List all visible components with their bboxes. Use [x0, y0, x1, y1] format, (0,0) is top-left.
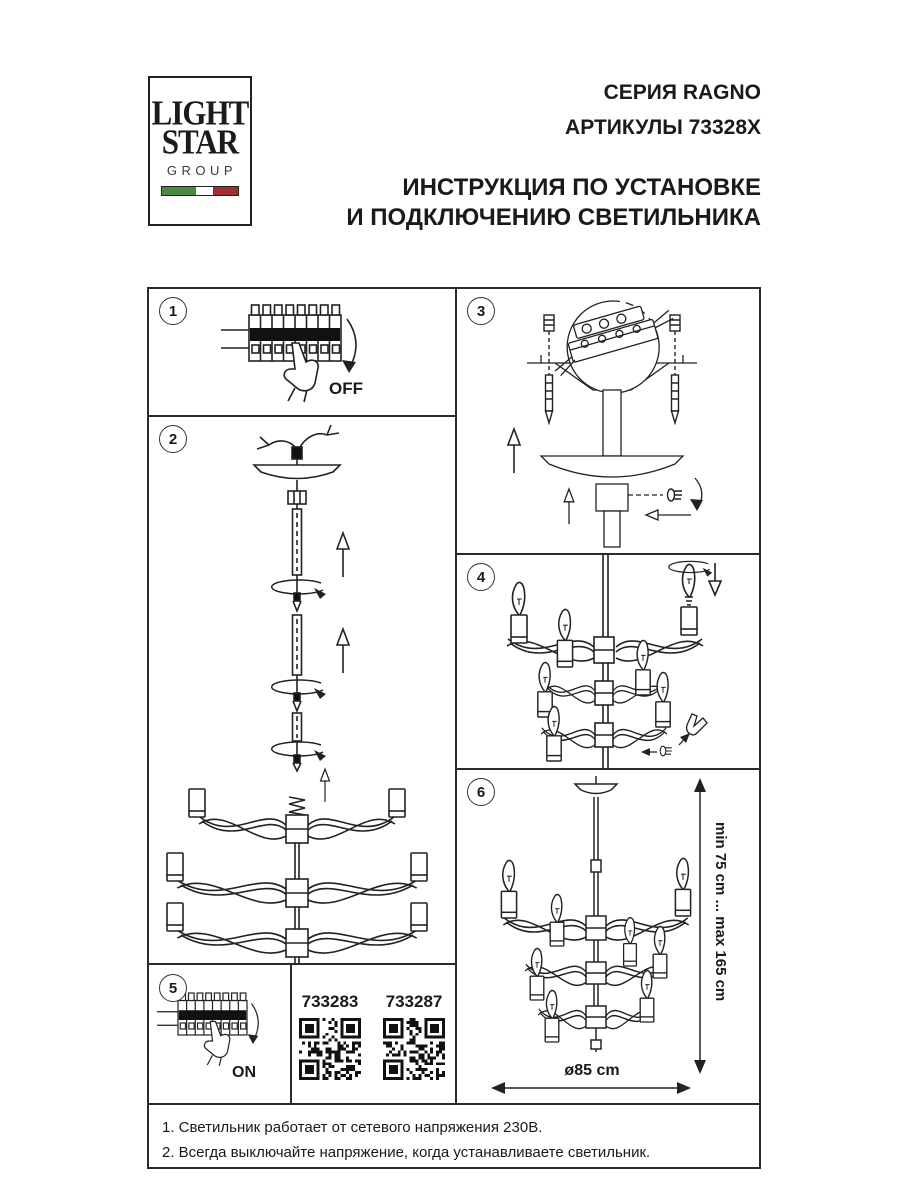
- article-label-left: 733283: [301, 992, 359, 1011]
- height-dimension-line: [694, 778, 706, 1074]
- qr-panel: [292, 966, 455, 1104]
- brand-logo: [148, 76, 252, 226]
- rod-assembly-drawing: [149, 417, 456, 963]
- qr-code: [299, 1018, 361, 1080]
- step-panel-5: [149, 966, 290, 1104]
- ceiling-mount-drawing: [457, 289, 759, 553]
- divider: [149, 963, 456, 965]
- step-panel-1: [149, 289, 456, 415]
- note-line-2: 2. Всегда выключайте напряжение, когда устанавливаете светильник.: [162, 1144, 651, 1161]
- diameter-label: ø85 cm: [564, 1062, 620, 1079]
- step-panel-3: [457, 289, 759, 553]
- height-range-label: min 75 cm ... max 165 cm: [712, 822, 729, 1002]
- step-panel-6: [457, 770, 759, 1103]
- article-label-right: 733287: [385, 992, 443, 1011]
- logo-word-light: LIGHT: [151, 92, 249, 133]
- step-number-badge: 5: [159, 974, 187, 1002]
- step-number-badge: 2: [159, 425, 187, 453]
- switch-off-label: OFF: [329, 379, 363, 398]
- article-numbers: АРТИКУЛЫ 73328X: [565, 116, 761, 139]
- title-line-1: ИНСТРУКЦИЯ ПО УСТАНОВКЕ: [402, 174, 761, 201]
- instruction-grid: [147, 287, 761, 1169]
- bulb-installation-drawing: [457, 555, 759, 768]
- title-line-2: И ПОДКЛЮЧЕНИЮ СВЕТИЛЬНИКА: [346, 204, 761, 231]
- series-name: СЕРИЯ RAGNO: [603, 81, 761, 104]
- switch-on-label: ON: [232, 1064, 256, 1081]
- step-panel-4: [457, 555, 759, 768]
- safety-notes: [149, 1104, 759, 1167]
- italian-flag-bar: [161, 186, 239, 196]
- hand-with-screw-detail: [641, 714, 707, 756]
- qr-code: [383, 1018, 445, 1080]
- step-number-badge: 4: [467, 563, 495, 591]
- logo-word-group: GROUP: [166, 163, 238, 178]
- circuit-breaker-off-drawing: [149, 289, 456, 415]
- document-title: [346, 173, 761, 233]
- step-number-badge: 3: [467, 297, 495, 325]
- diameter-dimension-line: [491, 1082, 691, 1094]
- header: [346, 80, 761, 233]
- step-number-badge: 1: [159, 297, 187, 325]
- note-line-1: 1. Светильник работает от сетевого напряжения 230В.: [162, 1119, 543, 1136]
- logo-word-star: STAR: [161, 121, 239, 162]
- step-number-badge: 6: [467, 778, 495, 806]
- step-panel-2: [149, 417, 456, 963]
